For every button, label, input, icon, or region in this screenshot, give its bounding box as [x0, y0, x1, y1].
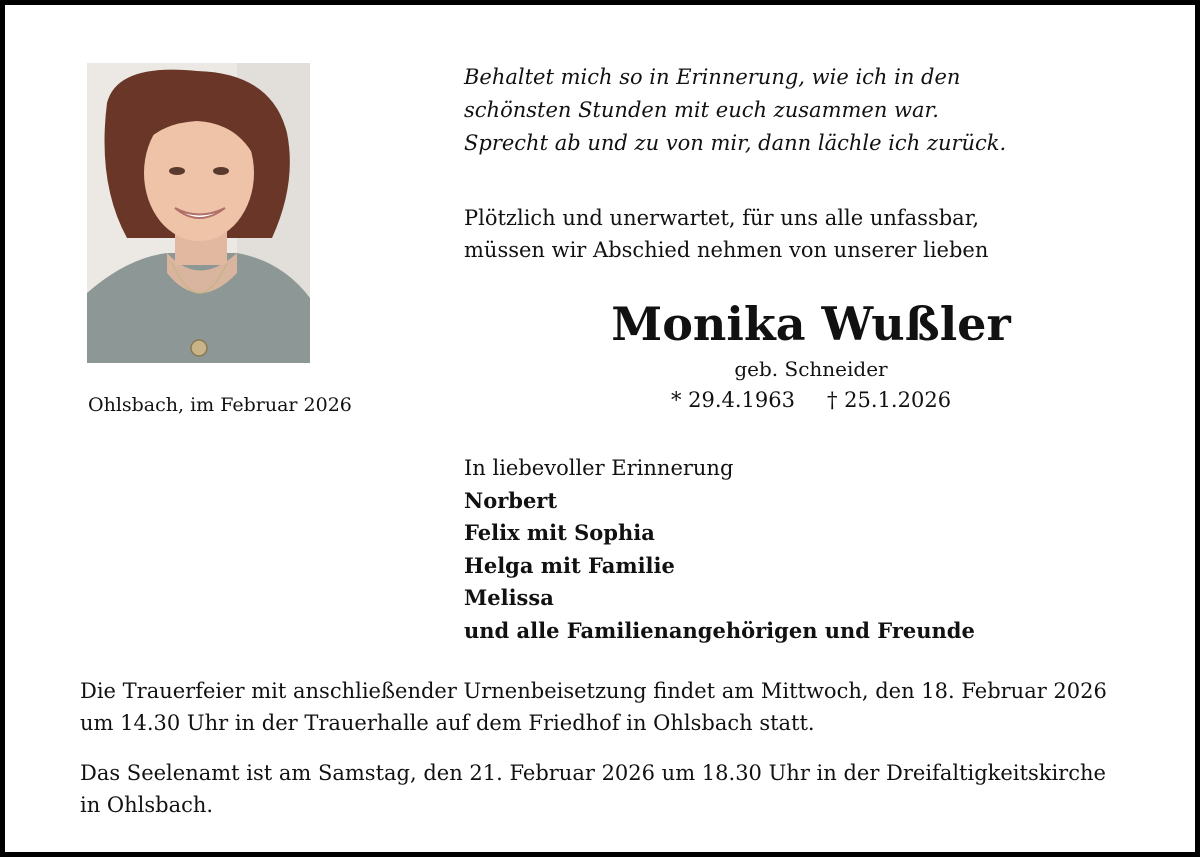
mourner-name: Norbert — [464, 487, 558, 513]
maiden-name: geb. Schneider — [734, 357, 888, 381]
verse-line: Behaltet mich so in Erinnerung, wie ich in den — [464, 65, 961, 89]
mourner-name: und alle Familienangehörigen und Freunde — [464, 617, 975, 643]
portrait-photo — [87, 63, 310, 363]
mourners-block — [464, 452, 975, 647]
mourners-intro: In liebevoller Erinnerung — [464, 456, 734, 480]
service-line: Das Seelenamt ist am Samstag, den 21. Februar 2026 um 18.30 Uhr in der Dreifaltigkeitskirche — [80, 761, 1106, 785]
mourner-name: Melissa — [464, 585, 554, 610]
service-line: Die Trauerfeier mit anschließender Urnenbeisetzung findet am Mittwoch, den 18. Februar 2026 — [80, 679, 1107, 703]
service-line: in Ohlsbach. — [80, 793, 214, 817]
requiem-mass-info — [80, 757, 1106, 821]
birth-date: * 29.4.1963 — [670, 388, 795, 412]
photo-caption: Ohlsbach, im Februar 2026 — [88, 394, 352, 416]
portrait-illustration — [87, 63, 310, 363]
verse-line: Sprecht ab und zu von mir, dann lächle ich zurück. — [464, 131, 1007, 155]
deceased-name: Monika Wußler — [611, 297, 1011, 351]
mourner-name: Helga mit Familie — [464, 552, 675, 578]
verse-line: schönsten Stunden mit euch zusammen war. — [464, 98, 939, 122]
mourner-name: Felix mit Sophia — [464, 520, 655, 545]
announcement-intro — [464, 202, 988, 266]
memorial-verse — [464, 61, 1006, 160]
death-date: † 25.1.2026 — [827, 388, 952, 412]
intro-line: müssen wir Abschied nehmen von unserer lieben — [464, 238, 989, 262]
funeral-service-info — [80, 675, 1107, 739]
service-line: um 14.30 Uhr in der Trauerhalle auf dem Friedhof in Ohlsbach statt. — [80, 711, 815, 735]
intro-line: Plötzlich und unerwartet, für uns alle unfassbar, — [464, 206, 980, 230]
life-dates — [601, 385, 1021, 415]
